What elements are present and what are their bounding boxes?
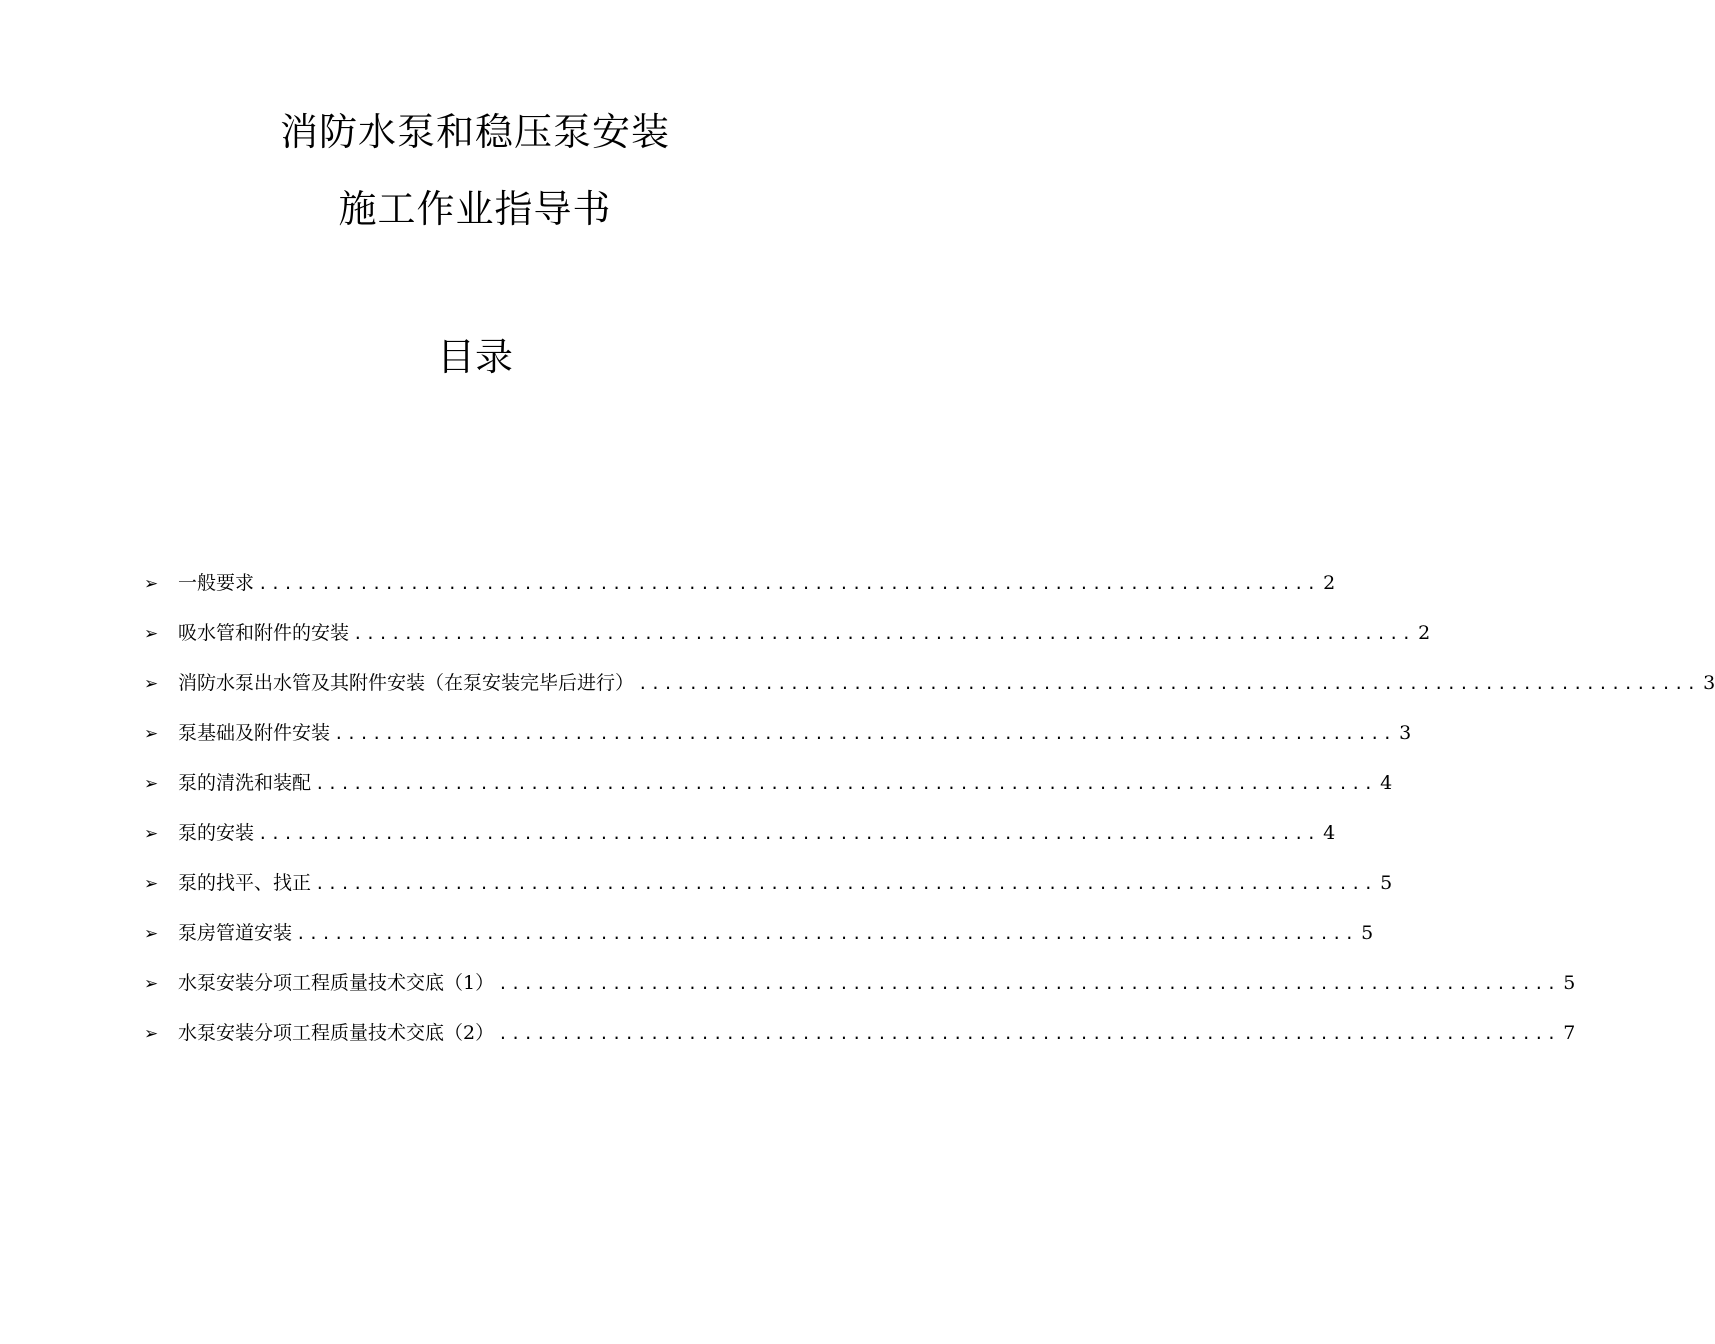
document-title-line1: 消防水泵和稳压泵安装 (279, 110, 670, 154)
toc-item-title: 消防水泵出水管及其附件安装（在泵安装完毕后进行） (178, 672, 635, 694)
toc-page-number: 2 (1323, 572, 1336, 594)
toc-item-title: 一般要求 (178, 572, 255, 594)
toc-dot-leader: .................................................................................... (258, 824, 1320, 843)
toc-page-number: 3 (1703, 672, 1715, 694)
toc-item[interactable] (144, 618, 1431, 668)
toc-item-title: 吸水管和附件的安装 (178, 622, 350, 644)
arrow-bullet-icon: ➢ (144, 724, 159, 744)
toc-item-title: 水泵安装分项工程质量技术交底（1） (178, 972, 495, 994)
arrow-bullet-icon: ➢ (144, 924, 159, 944)
arrow-bullet-icon: ➢ (144, 624, 159, 644)
toc-item[interactable] (144, 868, 1393, 918)
toc-item[interactable] (144, 668, 1715, 718)
toc-item[interactable] (144, 918, 1374, 968)
toc-dot-leader: .................................................................................... (638, 674, 1700, 693)
toc-page-number: 5 (1361, 922, 1374, 944)
toc-item-title: 水泵安装分项工程质量技术交底（2） (178, 1022, 495, 1044)
toc-dot-leader: .................................................................................... (296, 924, 1358, 943)
toc-item-title: 泵的清洗和装配 (178, 772, 312, 794)
toc-item[interactable] (144, 568, 1336, 618)
toc-item-title: 泵的找平、找正 (178, 872, 312, 894)
arrow-bullet-icon: ➢ (144, 874, 159, 894)
toc-item-title: 泵的安装 (178, 822, 255, 844)
toc-dot-leader: .................................................................................... (334, 724, 1396, 743)
arrow-bullet-icon: ➢ (144, 774, 159, 794)
toc-item-title: 泵基础及附件安装 (178, 722, 331, 744)
toc-dot-leader: .................................................................................... (258, 574, 1320, 593)
toc-item[interactable] (144, 818, 1336, 868)
toc-page-number: 4 (1323, 822, 1336, 844)
toc-dot-leader: .................................................................................... (315, 774, 1377, 793)
table-of-contents (144, 568, 1715, 1068)
toc-page-number: 3 (1399, 722, 1412, 744)
toc-dot-leader: .................................................................................... (353, 624, 1415, 643)
arrow-bullet-icon: ➢ (144, 674, 159, 694)
document-title-line2: 施工作业指导书 (338, 187, 612, 231)
arrow-bullet-icon: ➢ (144, 1024, 159, 1044)
toc-dot-leader: .................................................................................... (498, 974, 1560, 993)
toc-page-number: 5 (1380, 872, 1393, 894)
toc-page-number: 2 (1418, 622, 1431, 644)
toc-item[interactable] (144, 768, 1393, 818)
arrow-bullet-icon: ➢ (144, 974, 159, 994)
toc-item[interactable] (144, 718, 1412, 768)
toc-page-number: 7 (1563, 1022, 1576, 1044)
toc-dot-leader: .................................................................................... (498, 1024, 1560, 1043)
toc-item[interactable] (144, 968, 1576, 1018)
toc-page-number: 4 (1380, 772, 1393, 794)
toc-page-number: 5 (1563, 972, 1576, 994)
toc-item[interactable] (144, 1018, 1576, 1068)
arrow-bullet-icon: ➢ (144, 574, 159, 594)
toc-heading: 目录 (436, 335, 513, 379)
toc-dot-leader: .................................................................................... (315, 874, 1377, 893)
arrow-bullet-icon: ➢ (144, 824, 159, 844)
toc-item-title: 泵房管道安装 (178, 922, 293, 944)
